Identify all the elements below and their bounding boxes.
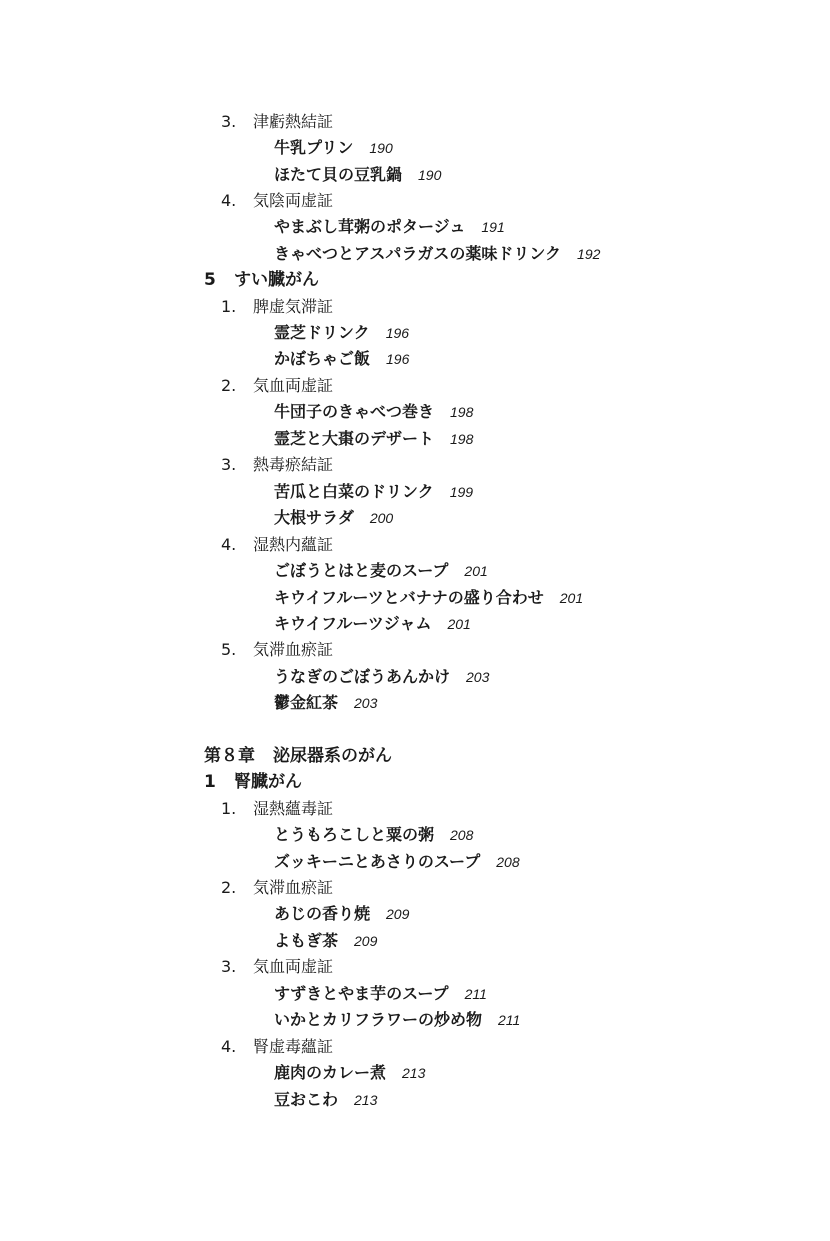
- subsection-number: 3.: [221, 455, 237, 474]
- recipe-title: 霊芝と大棗のデザート: [274, 429, 435, 448]
- subsection-number: 1.: [221, 297, 237, 316]
- toc-recipe[interactable]: [274, 695, 377, 711]
- page-number: 209: [354, 933, 378, 949]
- toc-recipe[interactable]: [274, 1092, 377, 1108]
- recipe-title: とうもろこしと粟の粥: [274, 825, 435, 844]
- subsection-number: 1.: [221, 799, 237, 818]
- subsection-title: 湿熱蘊毒証: [253, 799, 334, 818]
- page-number: 196: [386, 351, 410, 367]
- recipe-title: 牛団子のきゃべつ巻き: [274, 402, 435, 421]
- toc-recipe[interactable]: [274, 431, 473, 447]
- recipe-title: きゃべつとアスパラガスの薬味ドリンク: [274, 244, 562, 263]
- subsection-title: 湿熱内蘊証: [253, 535, 334, 554]
- subsection-title: 熱毒瘀結証: [253, 455, 334, 474]
- toc-subsection: [221, 1039, 333, 1055]
- chapter-label: 第８章: [204, 746, 255, 766]
- toc-subsection: [221, 114, 333, 130]
- toc-subsection: [221, 193, 333, 209]
- recipe-title: いかとカリフラワーの炒め物: [274, 1010, 483, 1029]
- toc-subsection: [221, 880, 333, 896]
- toc-recipe[interactable]: [274, 219, 505, 235]
- section-number: 1: [204, 772, 216, 792]
- page-number: 198: [450, 404, 474, 420]
- page-number: 196: [385, 325, 410, 341]
- page-number: 211: [498, 1012, 521, 1028]
- section-title: すい臓がん: [234, 270, 319, 290]
- toc-recipe[interactable]: [274, 404, 473, 420]
- page-number: 211: [464, 986, 487, 1002]
- page-number: 200: [369, 510, 394, 526]
- subsection-number: 3.: [221, 112, 237, 131]
- subsection-title: 気滞血瘀証: [253, 878, 334, 897]
- subsection-title: 気血両虚証: [253, 376, 334, 395]
- toc-recipe[interactable]: [274, 986, 487, 1002]
- page-number: 190: [418, 167, 442, 183]
- toc-section: [204, 272, 319, 289]
- recipe-title: かぼちゃご飯: [274, 349, 371, 368]
- toc-subsection: [221, 801, 333, 817]
- page-number: 201: [559, 590, 584, 606]
- page-number: 203: [354, 695, 378, 711]
- toc-subsection: [221, 537, 333, 553]
- subsection-number: 4.: [221, 535, 237, 554]
- recipe-title: あじの香り焼: [274, 904, 371, 923]
- subsection-title: 脾虚気滞証: [253, 297, 334, 316]
- toc-recipe[interactable]: [274, 246, 600, 262]
- page-number: 213: [354, 1092, 378, 1108]
- chapter-title: 泌尿器系のがん: [273, 746, 392, 766]
- subsection-number: 3.: [221, 957, 237, 976]
- recipe-title: 鹿肉のカレー煮: [274, 1063, 387, 1082]
- subsection-number: 2.: [221, 878, 237, 897]
- page-number: 213: [402, 1065, 426, 1081]
- subsection-title: 気血両虚証: [253, 957, 334, 976]
- subsection-title: 津虧熱結証: [253, 112, 334, 131]
- subsection-title: 気滞血瘀証: [253, 640, 334, 659]
- recipe-title: 豆おこわ: [274, 1090, 339, 1109]
- toc-subsection: [221, 299, 333, 315]
- toc-recipe[interactable]: [274, 906, 409, 922]
- recipe-title: やまぶし茸粥のポタージュ: [274, 217, 466, 236]
- subsection-number: 4.: [221, 1037, 237, 1056]
- toc-chapter: [204, 748, 392, 765]
- toc-recipe[interactable]: [274, 854, 520, 870]
- toc-recipe[interactable]: [274, 140, 393, 156]
- toc-recipe[interactable]: [274, 325, 409, 341]
- page-number: 201: [447, 616, 471, 632]
- recipe-title: ズッキーニとあさりのスープ: [274, 852, 481, 871]
- recipe-title: キウイフルーツとバナナの盛り合わせ: [274, 588, 544, 607]
- subsection-number: 2.: [221, 376, 237, 395]
- toc-recipe[interactable]: [274, 484, 473, 500]
- toc-recipe[interactable]: [274, 933, 377, 949]
- page-number: 203: [466, 669, 490, 685]
- section-title: 腎臓がん: [234, 772, 302, 792]
- recipe-title: 霊芝ドリンク: [274, 323, 370, 342]
- toc-recipe[interactable]: [274, 563, 488, 579]
- subsection-title: 気陰両虚証: [253, 191, 334, 210]
- recipe-title: 大根サラダ: [274, 508, 354, 527]
- subsection-number: 5.: [221, 640, 237, 659]
- toc-subsection: [221, 959, 333, 975]
- recipe-title: キウイフルーツジャム: [274, 614, 432, 633]
- toc-subsection: [221, 378, 333, 394]
- page-number: 192: [577, 246, 601, 262]
- recipe-title: すずきとやま芋のスープ: [274, 984, 449, 1003]
- toc-recipe[interactable]: [274, 510, 393, 526]
- toc-recipe[interactable]: [274, 1012, 520, 1028]
- page-number: 208: [496, 854, 520, 870]
- toc-recipe[interactable]: [274, 167, 441, 183]
- recipe-title: 鬱金紅茶: [274, 693, 339, 712]
- toc-subsection: [221, 457, 333, 473]
- page-number: 208: [450, 827, 474, 843]
- page-number: 209: [386, 906, 410, 922]
- toc-subsection: [221, 642, 333, 658]
- toc-recipe[interactable]: [274, 616, 471, 632]
- page-number: 199: [449, 484, 474, 500]
- recipe-title: よもぎ茶: [274, 931, 339, 950]
- subsection-title: 腎虚毒蘊証: [253, 1037, 334, 1056]
- page-number: 201: [464, 563, 488, 579]
- toc-recipe[interactable]: [274, 590, 583, 606]
- section-number: 5: [204, 270, 216, 290]
- subsection-number: 4.: [221, 191, 237, 210]
- page-number: 198: [450, 431, 474, 447]
- toc-recipe[interactable]: [274, 1065, 425, 1081]
- toc-recipe[interactable]: [274, 351, 409, 367]
- recipe-title: 苦瓜と白菜のドリンク: [274, 482, 434, 501]
- toc-section: [204, 774, 302, 791]
- toc-recipe[interactable]: [274, 669, 489, 685]
- page-number: 191: [481, 219, 505, 235]
- toc-recipe[interactable]: [274, 827, 473, 843]
- page-number: 190: [369, 140, 393, 156]
- recipe-title: うなぎのごぼうあんかけ: [274, 667, 451, 686]
- recipe-title: ほたて貝の豆乳鍋: [274, 165, 403, 184]
- recipe-title: ごぼうとはと麦のスープ: [274, 561, 449, 580]
- recipe-title: 牛乳プリン: [274, 138, 354, 157]
